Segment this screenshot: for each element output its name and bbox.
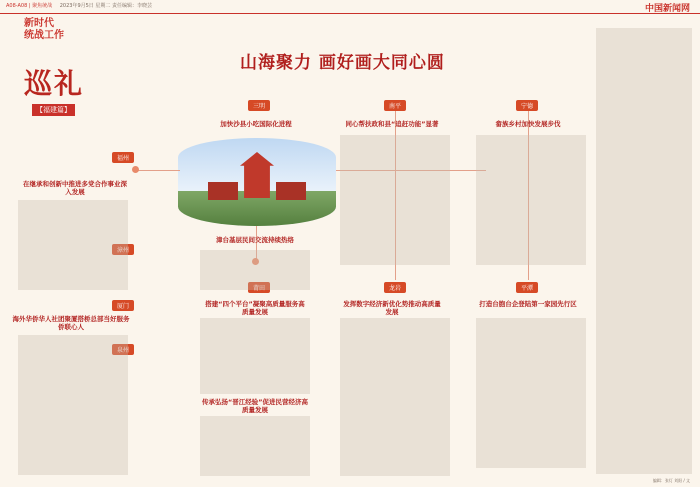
region-badge-quanzhou: 泉州 — [112, 344, 134, 355]
series-title — [24, 18, 64, 42]
region-badge-ningde: 宁德 — [516, 100, 538, 111]
connector-dot — [252, 258, 259, 265]
article-title-quanzhou: 传承弘扬“晋江经验”促进民营经济高质量发展 — [201, 398, 309, 414]
text-block — [340, 318, 450, 476]
region-badge-longyan: 龙岩 — [384, 282, 406, 293]
connector-line — [256, 226, 257, 262]
article-title-sanming: 加快沙县小吃国际化进程 — [220, 120, 292, 128]
text-block — [200, 416, 310, 476]
page-label — [6, 2, 152, 9]
connector-line — [395, 110, 396, 280]
connector-line — [336, 170, 486, 171]
date-line: 2023年9月5日 星期二 责任编辑：李晓芸 — [59, 3, 152, 9]
page-headline: 山海聚力 画好画大同心圆 — [240, 53, 445, 73]
article-title-longyan: 发挥数字经济新优化势推动高质量发展 — [343, 300, 441, 316]
article-title-pingtan: 打造台胞台企登陆第一家园先行区 — [479, 300, 577, 308]
text-block — [476, 135, 586, 265]
series-title-line1: 新时代 — [24, 18, 54, 29]
region-badge-fuzhou: 福州 — [112, 152, 134, 163]
series-subtitle: 【福建篇】 — [32, 104, 75, 116]
connector-dot — [132, 166, 139, 173]
masthead — [0, 0, 700, 14]
article-title-nanping: 同心帮扶政和县“追赶功能”显著 — [345, 120, 439, 128]
building-right — [276, 182, 306, 200]
connector-line — [136, 170, 180, 171]
article-title-ningde: 畲族乡村加快发展步伐 — [495, 120, 561, 128]
connector-line — [528, 110, 529, 280]
big-title: 巡礼 — [24, 67, 85, 100]
building-left — [208, 182, 238, 200]
article-title-xiamen: 海外华侨华人社团聚厦搭桥总部当好服务侨联心人 — [12, 315, 130, 331]
editor-credit: 编辑：张灯 刘阳 / 文 — [652, 478, 690, 483]
text-block — [476, 318, 586, 468]
region-badge-zhangzhou: 漳州 — [112, 244, 134, 255]
city-illustration — [178, 138, 336, 226]
article-title-fuzhou: 在继承和创新中推进多党合作事业深入发展 — [23, 180, 127, 196]
page-number: A08-A08 | 聚焦统战 — [6, 3, 53, 9]
text-block — [596, 28, 692, 474]
article-title-putian: 搭建“四个平台”凝聚高质量服务高质量发展 — [205, 300, 305, 316]
text-block — [200, 318, 310, 394]
series-title-line2: 统战工作 — [24, 30, 64, 41]
region-badge-putian: 莆田 — [248, 282, 270, 293]
region-badge-xiamen: 厦门 — [112, 300, 134, 311]
tower-shape — [240, 152, 274, 198]
region-badge-pingtan: 平潭 — [516, 282, 538, 293]
region-badge-sanming: 三明 — [248, 100, 270, 111]
newspaper-logo: 中国新闻网 — [644, 4, 690, 14]
region-badge-nanping: 南平 — [384, 100, 406, 111]
article-title-zhangzhou: 漳台基层民间交流持续热络 — [216, 236, 294, 244]
